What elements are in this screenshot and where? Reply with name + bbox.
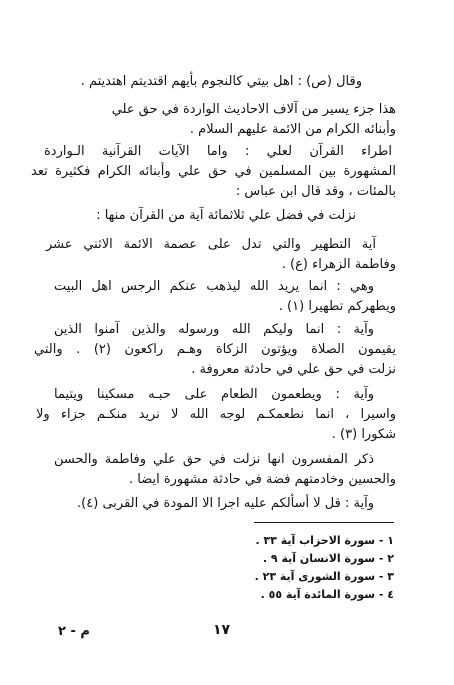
page-number: ١٧ — [213, 622, 231, 638]
hadith-line: وقال (ص) : اهل بيتي كالنجوم بأيهم اقتديتم اهتديتم . — [80, 74, 362, 89]
paragraph-line: واسيرا ، انما نطعمكـم لوجه الله لا نريد منكـم جزاء ولا — [36, 407, 396, 422]
footnote: ٤ - سورة المائدة آية ٥٥ . — [260, 588, 394, 601]
section-heading-line: اطراء القرآن لعلي : واما الآيات القرآنية الـواردة — [44, 144, 392, 159]
paragraph-line: وأبنائه الكرام من الائمة عليهم السلام . — [189, 122, 396, 137]
paragraph-line: وفاطمة الزهراء (ع) . — [281, 257, 396, 272]
footnote: ٣ - سورة الشورى آية ٢٣ . — [254, 570, 394, 583]
paragraph-line: ويطهركم تطهيرا (١) . — [278, 299, 396, 314]
paragraph-line: والحسين وخادمتهم فضة في حادثة مشهورة ايضا . — [128, 472, 396, 487]
paragraph-line: وهي : انما يريد الله ليذهب عنكم الرجس اهل البيت — [54, 279, 374, 294]
footnote: ٢ - سورة الانسان آية ٩ . — [262, 552, 394, 565]
footnote: ١ - سورة الاحزاب آية ٣٣ . — [255, 534, 394, 547]
paragraph-line: المشهورة بين المسلمين في حق علي وأبنائه الكرام فكثيرة تعد — [31, 164, 396, 179]
paragraph-line: هذا جزء يسير من آلاف الاحاديث الواردة في حق علي — [111, 102, 396, 117]
paragraph-line: نزلت في حق علي في حادثة معروفة . — [191, 362, 396, 377]
paragraph-line: وآية : انما وليكم الله ورسوله والذين آمنوا الذين — [54, 322, 374, 337]
paragraph-line: ذكر المفسرون انها نزلت في حق علي وفاطمة والحسن — [54, 452, 374, 467]
signature-mark: م - ٢ — [58, 624, 90, 639]
paragraph-line: آية التطهير والتي تدل على عصمة الائمة الاثني عشر — [46, 237, 376, 252]
footnote-separator — [254, 522, 394, 523]
paragraph-line: يقيمون الصلاة ويؤتون الزكاة وهـم راكعون (٢) . والتي — [34, 342, 396, 357]
paragraph-line: وآية : قل لا أسألكم عليه اجرا الا المودة في القربى (٤). — [77, 496, 374, 511]
paragraph-line: وآية : ويطعمون الطعام على حبـه مسكينا ويتيما — [54, 387, 374, 402]
paragraph-line: شكورا (٣) . — [331, 427, 396, 442]
paragraph-line: نزلت في فضل علي ثلاثمائة آية من القرآن منها : — [96, 208, 356, 223]
paragraph-line: بالمئات ، وقد قال ابن عباس : — [235, 184, 396, 199]
